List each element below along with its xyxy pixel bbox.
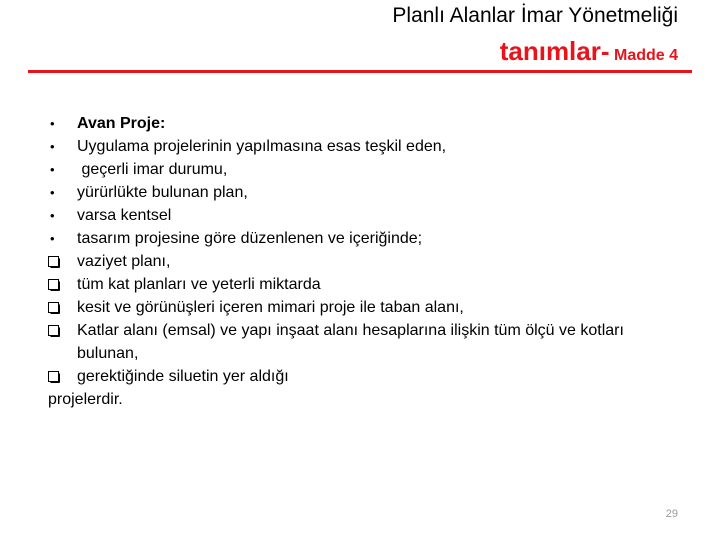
list-item xyxy=(48,365,688,388)
list-item xyxy=(48,181,688,204)
list-item-text: tüm kat planları ve yeterli miktarda xyxy=(77,276,321,293)
list-item xyxy=(48,227,688,250)
checkbox-bullet-icon xyxy=(48,279,60,291)
closing-text: projelerdir. xyxy=(48,391,123,408)
bullet-dot-icon: • xyxy=(50,185,55,200)
slide-subtitle xyxy=(500,36,678,67)
bullet-list xyxy=(48,112,688,411)
subtitle-main: tanımlar- xyxy=(499,36,610,66)
list-item xyxy=(48,112,688,135)
checkbox-bullet-icon xyxy=(48,325,60,337)
list-item xyxy=(48,250,688,273)
title-divider xyxy=(28,70,692,73)
list-item xyxy=(48,273,688,296)
list-item-text: gerektiğinde siluetin yer aldığı xyxy=(77,368,289,385)
checkbox-bullet-icon xyxy=(48,256,60,268)
checkbox-bullet-icon xyxy=(48,302,60,314)
list-item-text: geçerli imar durumu, xyxy=(77,161,228,178)
list-item-text: Uygulama projelerinin yapılmasına esas teşkil eden, xyxy=(77,138,447,155)
list-item-text: tasarım projesine göre düzenlenen ve içeriğinde; xyxy=(77,230,423,247)
checkbox-bullet-icon xyxy=(48,371,60,383)
bullet-dot-icon: • xyxy=(50,208,55,223)
list-item xyxy=(48,296,688,319)
subtitle-article: Madde 4 xyxy=(613,47,678,64)
bullet-dot-icon: • xyxy=(50,139,55,154)
list-item-text: vaziyet planı, xyxy=(77,253,171,270)
bullet-dot-icon: • xyxy=(50,162,55,177)
slide-title: Planlı Alanlar İmar Yönetmeliği xyxy=(392,4,678,27)
list-item-text: varsa kentsel xyxy=(77,207,172,224)
bullet-dot-icon: • xyxy=(50,116,55,131)
list-item-text: kesit ve görünüşleri içeren mimari proje ile taban alanı, xyxy=(77,299,464,316)
bullet-dot-icon: • xyxy=(50,231,55,246)
list-item xyxy=(48,204,688,227)
list-item-text: yürürlükte bulunan plan, xyxy=(77,184,248,201)
list-item-text: Avan Proje: xyxy=(77,115,166,132)
list-item xyxy=(48,319,662,365)
list-item xyxy=(48,158,688,181)
list-item xyxy=(48,135,688,158)
list-item-text: Katlar alanı (emsal) ve yapı inşaat alanı hesaplarına ilişkin tüm ölçü ve kotları bulunan, xyxy=(77,322,624,362)
page-number: 29 xyxy=(665,508,678,520)
